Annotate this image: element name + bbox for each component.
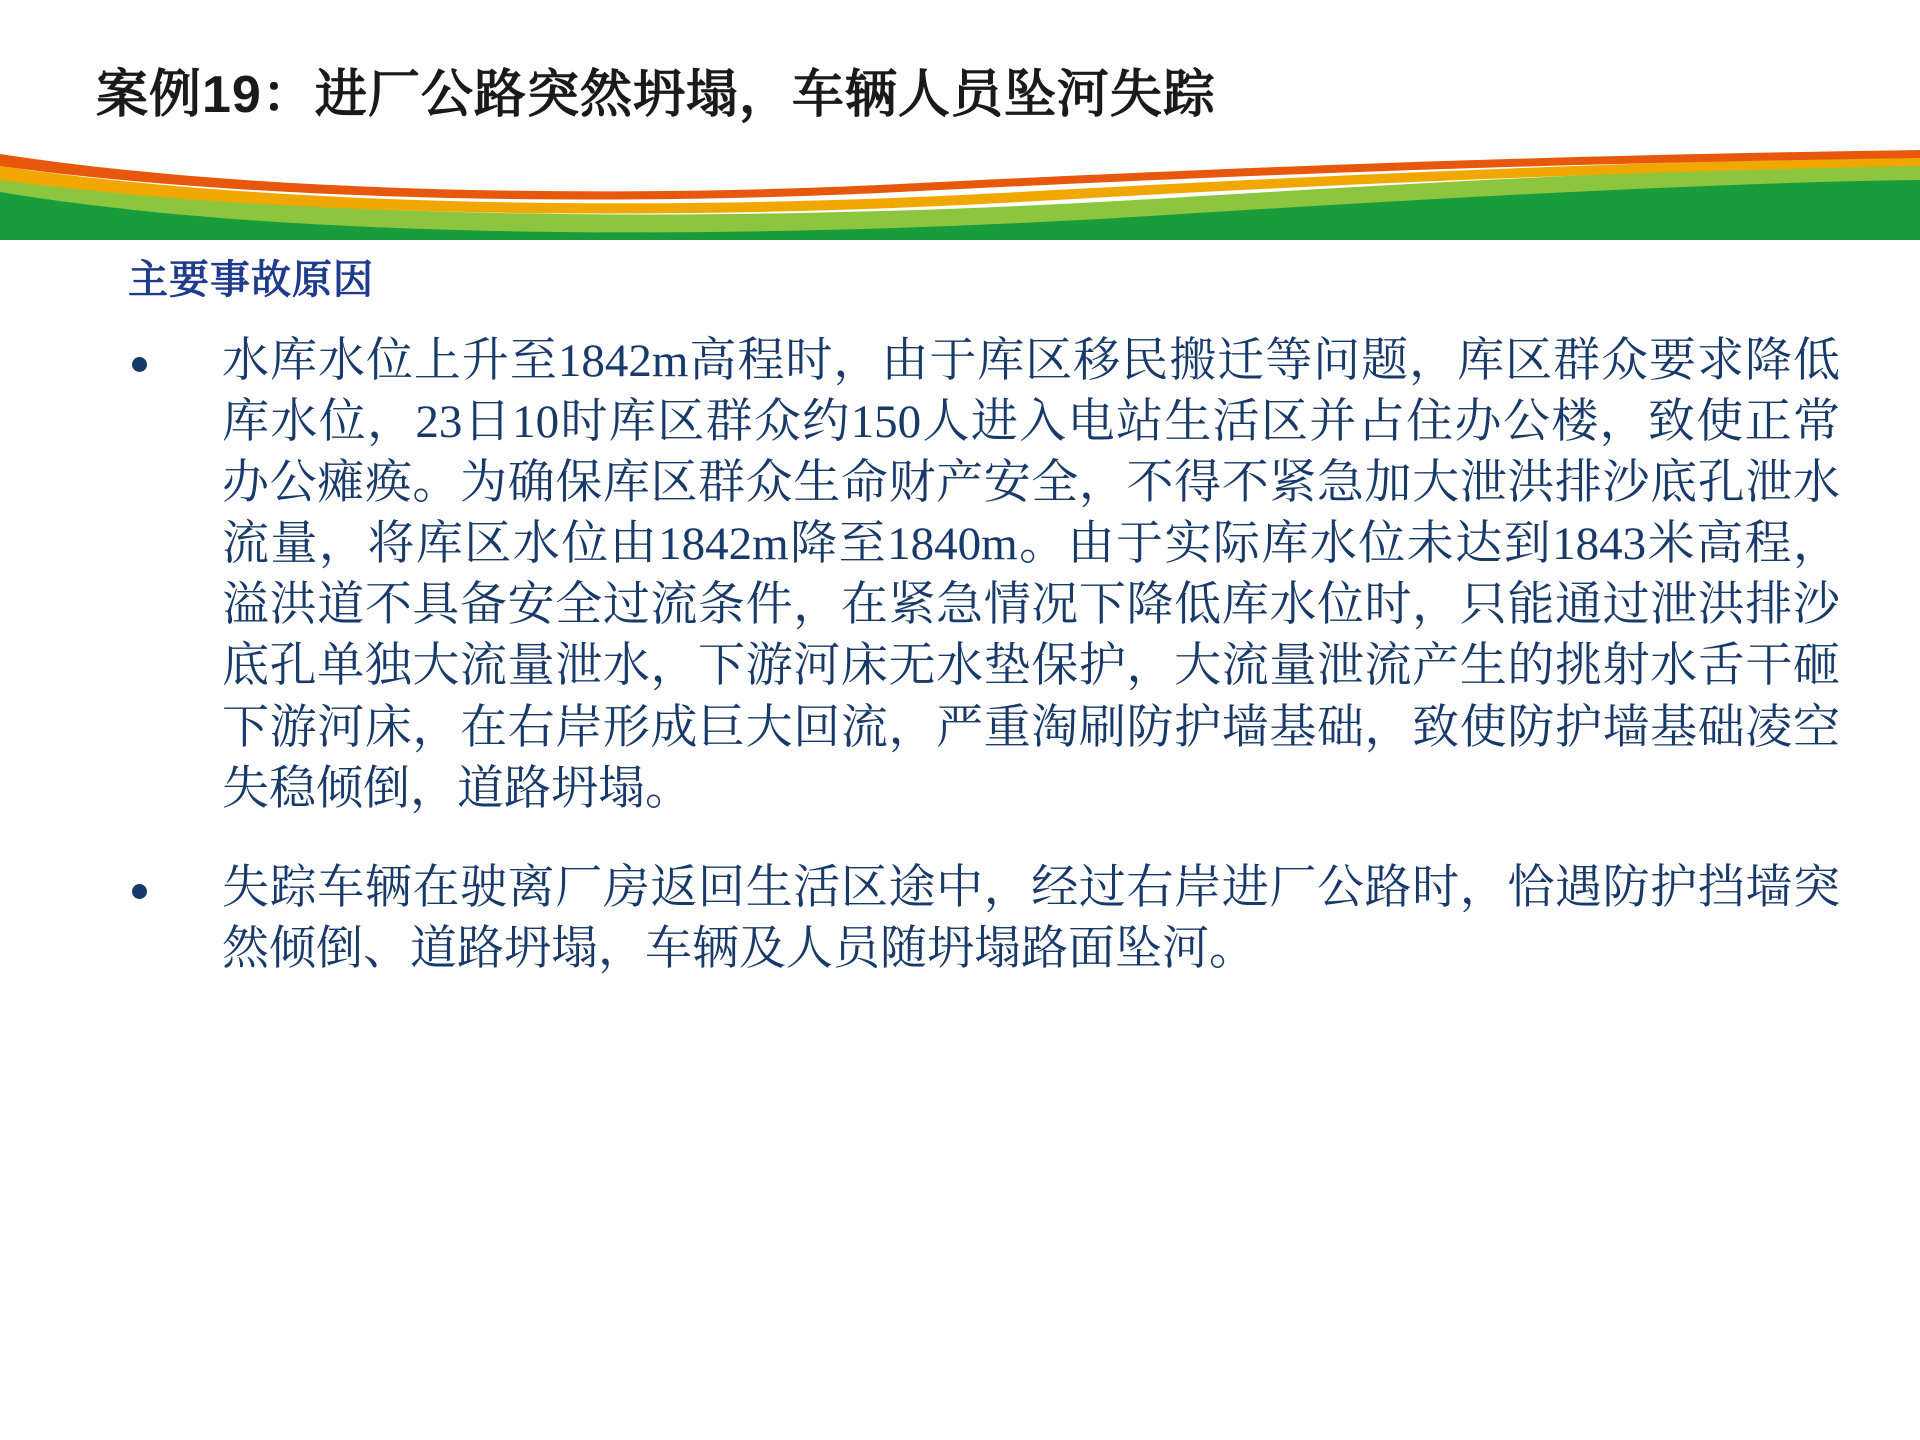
list-item: 水库水位上升至1842m高程时，由于库区移民搬迁等问题，库区群众要求降低库水位，23日10时库区群众约150人进入电站生活区并占住办公楼，致使正常办公瘫痪。为确保库区群众生命财产安全，不得不紧急加大泄洪排沙底孔泄水流量，将库区水位由1842m降至1840m。由于实际库水位未达到1843米高程，溢洪道不具备安全过流条件，在紧急情况下降低库水位时，只能通过泄洪排沙底孔单独大流量泄水，下游河床无水垫保护，大流量泄流产生的挑射水舌干砸下游河床，在右岸形成巨大回流，严重淘刷防护墙基础，致使防护墙基础凌空失稳倾倒，道路坍塌。 (0, 331, 1920, 820)
section-heading: 主要事故原因 (128, 258, 374, 302)
page-title: 案例19：进厂公路突然坍塌，车辆人员坠河失踪 (96, 66, 1216, 124)
slide-body (0, 248, 1920, 1018)
list-item: 失踪车辆在驶离厂房返回生活区途中，经过右岸进厂公路时，恰遇防护挡墙突然倾倒、道路坍塌，车辆及人员随坍塌路面坠河。 (0, 858, 1920, 980)
cause-list (0, 331, 1920, 980)
decorative-ribbon (0, 150, 1920, 240)
